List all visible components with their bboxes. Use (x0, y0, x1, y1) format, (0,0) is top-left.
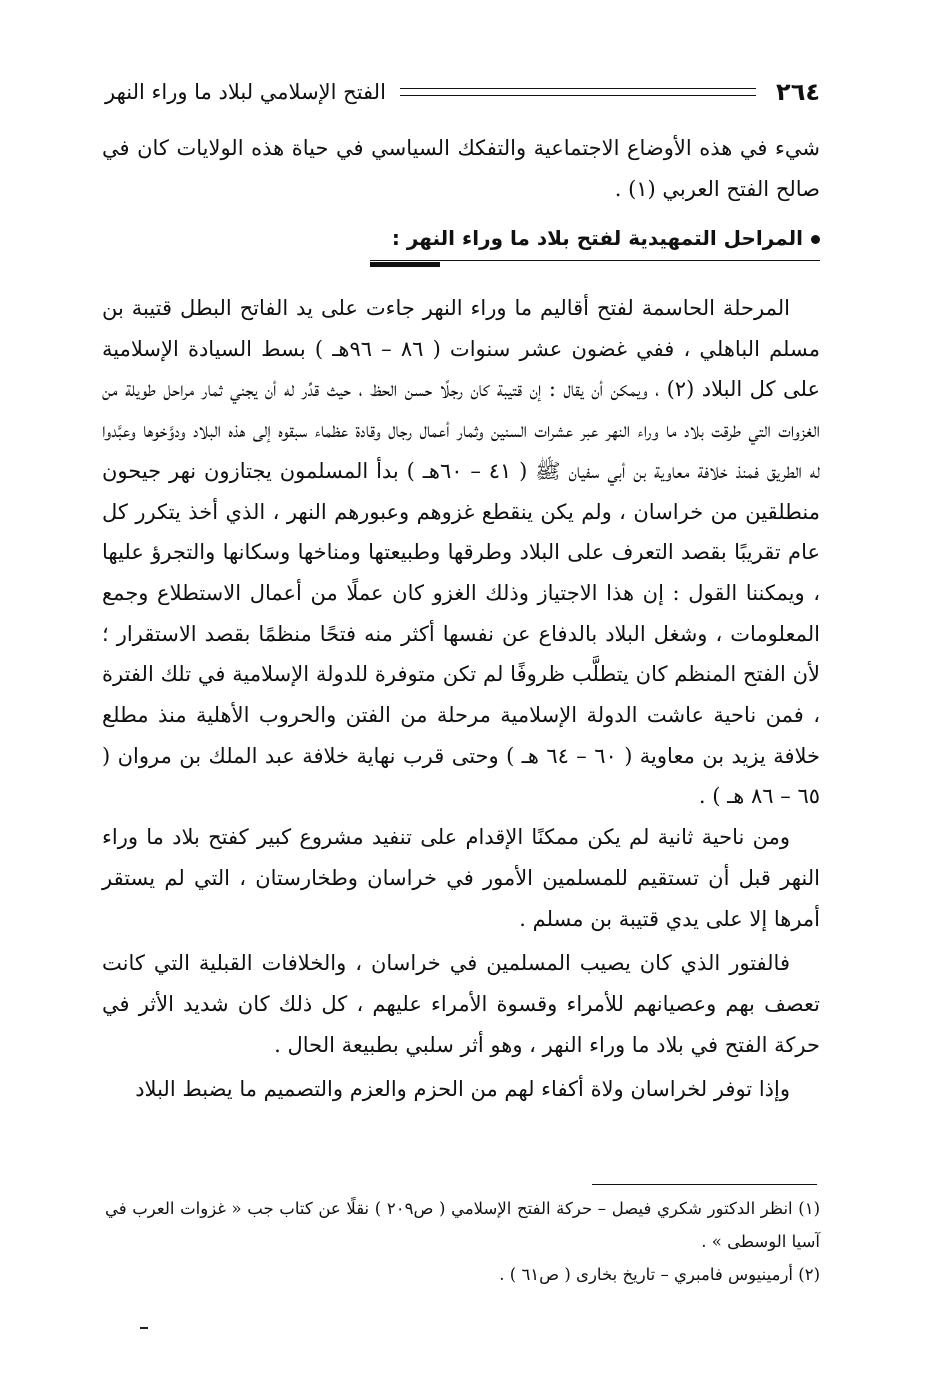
footnote-2: (٢) أرمينيوس فامبري – تاريخ بخارى ( ص٦١ ) . (499, 1265, 820, 1284)
section-heading (392, 226, 820, 250)
paragraph-3: فالفتور الذي كان يصيب المسلمين في خراسان ، والخلافات القبلية التي كانت تعصف بهم وعصيانهم للأمراء وقسوة الأمراء عليهم ، كل ذلك كان شديد الأثر في حركة الفتح في بلاد ما وراء النهر ، وهو أثر سلبي بطبيعة الحال . (102, 951, 820, 1057)
header-double-rule (400, 88, 756, 96)
paragraph-1: المرحلة الحاسمة لفتح أقاليم ما وراء النهر جاءت على يد الفاتح البطل قتيبة بن مسلم الباهلي ، ففي غضون عشر سنوات ( ٨٦ – ٩٦هـ ) بسط السيادة الإسلامية على كل البلاد (٢) ، ويمكن أن يقال : إن قتيبة كان رجلًا حسن الحظ ، حيث قدِّر له أن يجني ثمار مراحل طويلة من الغزوات التي طرقت بلاد ما وراء النهر عبر عشرات السنين وثمار أعمال رجال وقادة عظماء سبقوه إلى هذه البلاد ودوَّخوها وعبَّدوا له الطريق فمنذ خلافة معاوية بن أبي سفيان ﷺ ( ٤١ – ٦٠هـ ) بدأ المسلمون يجتازون نهر جيحون منطلقين من خراسان ، ولم يكن ينقطع غزوهم وعبورهم النهر ، الذي أخذ يتكرر كل عام تقريبًا بقصد التعرف على البلاد وطرقها وطبيعتها ومناخها وسكانها والتجرؤ عليها ، ويمكننا القول : إن هذا الاجتياز وذلك الغزو كان عملًا من أعمال الاستطلاع وجمع المعلومات ، وشغل البلاد بالدفاع عن نفسها أكثر منه فتحًا منظمًا بقصد الاستقرار ؛ لأن الفتح المنظم كان يتطلَّب ظروفًا لم تكن متوفرة للدولة الإسلامية في تلك الفترة ، فمن ناحية عاشت الدولة الإسلامية مرحلة من الفتن والحروب الأهلية منذ مطلع خلافة يزيد بن معاوية ( ٦٠ – ٦٤ هـ ) وحتى قرب نهاية خلافة عبد الملك بن مروان ( ٦٥ – ٨٦ هـ ) . (102, 296, 820, 809)
main-text (102, 288, 820, 1110)
footnote-1: (١) انظر الدكتور شكري فيصل – حركة الفتح الإسلامي ( ص٢٠٩ ) نقلًا عن كتاب جب « غزوات العرب في آسيا الوسطى » . (105, 1199, 820, 1251)
heading-underline-accent (370, 262, 440, 267)
heading-underline (370, 260, 820, 261)
paragraph-continued: شيء في هذه الأوضاع الاجتماعية والتفكك السياسي في حياة هذه الولايات كان في صالح الفتح العربي (١) . (102, 136, 820, 201)
paragraph-4: وإذا توفر لخراسان ولاة أكفاء لهم من الحزم والعزم والتصميم ما يضبط البلاد (135, 1077, 790, 1102)
footnote-separator (592, 1184, 817, 1185)
running-title: الفتح الإسلامي لبلاد ما وراء النهر (105, 80, 386, 104)
paragraph-2: ومن ناحية ثانية لم يكن ممكنًا الإقدام على تنفيد مشروع كبير كفتح بلاد ما وراء النهر قبل أن تستقيم للمسلمين الأمور في خراسان وطخارستان ، التي لم يستقر أمرها إلا على يدي قتيبة بن مسلم . (102, 825, 820, 931)
bullet-icon (811, 235, 820, 244)
running-header (105, 72, 820, 112)
footnotes (105, 1192, 820, 1291)
section-heading-text: المراحل التمهيدية لفتح بلاد ما وراء النهر : (391, 226, 803, 250)
opening-paragraph (102, 128, 820, 209)
scan-mark (140, 1327, 148, 1329)
page-number: ٢٦٤ (776, 78, 820, 106)
